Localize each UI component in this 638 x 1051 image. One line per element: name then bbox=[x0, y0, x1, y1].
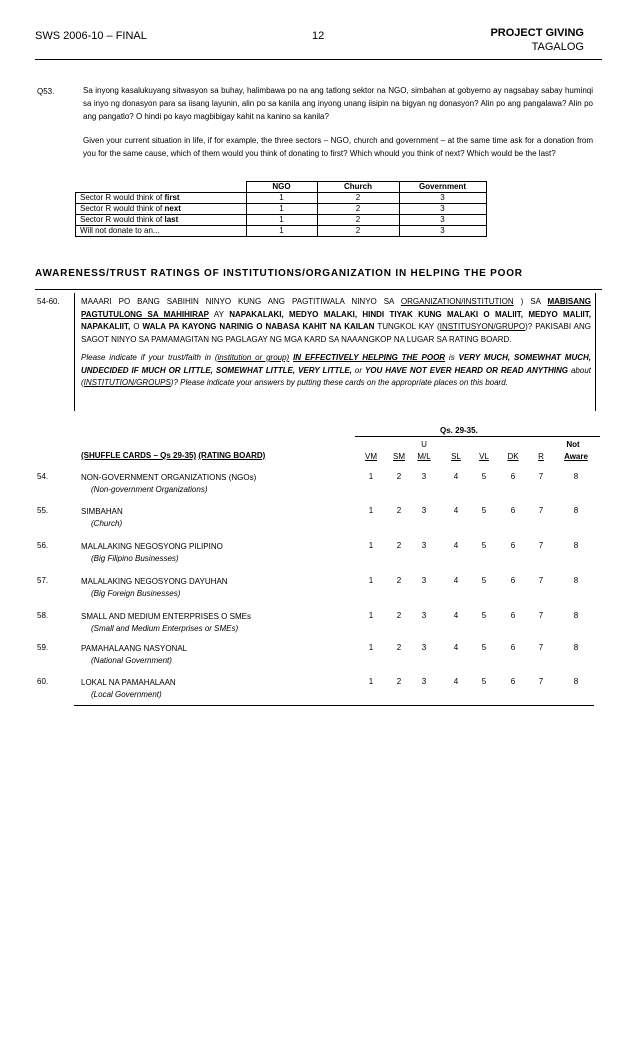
rating-option[interactable]: 6 bbox=[510, 506, 516, 515]
doc-id: SWS 2006-10 – FINAL bbox=[35, 30, 147, 42]
header-divider bbox=[35, 59, 602, 60]
rating-option[interactable]: 2 bbox=[396, 541, 402, 550]
item-label bbox=[81, 677, 176, 701]
item-label bbox=[81, 611, 251, 635]
scale-col-aware: Aware bbox=[564, 452, 588, 461]
item-number: 55. bbox=[37, 506, 49, 515]
rating-option[interactable]: 1 bbox=[368, 677, 374, 686]
rating-option[interactable]: 4 bbox=[453, 541, 459, 550]
rating-option[interactable]: 3 bbox=[421, 677, 427, 686]
shuffle-cards-label: (SHUFFLE CARDS – Qs 29-35) (RATING BOARD) bbox=[81, 451, 266, 460]
rating-option[interactable]: 5 bbox=[481, 576, 487, 585]
rank-row-label: Sector R would think of last bbox=[76, 215, 247, 226]
rating-option[interactable]: 3 bbox=[421, 611, 427, 620]
rank-row bbox=[76, 204, 487, 215]
item-label-english: (Local Government) bbox=[91, 690, 162, 699]
rank-value: 1 bbox=[246, 204, 317, 215]
item-label bbox=[81, 506, 123, 530]
scale-col-r: R bbox=[538, 452, 544, 461]
item-label bbox=[81, 472, 256, 496]
u-label: U bbox=[421, 440, 427, 449]
section-divider bbox=[35, 289, 602, 290]
rating-option[interactable]: 2 bbox=[396, 576, 402, 585]
item-number: 56. bbox=[37, 541, 49, 550]
qs-label: Qs. 29-35. bbox=[440, 426, 478, 435]
rank-value: 1 bbox=[246, 215, 317, 226]
item-label-main: PAMAHALAANG NASYONAL bbox=[81, 644, 188, 653]
project-name: PROJECT GIVING bbox=[490, 27, 584, 39]
instruction-english: Please indicate if your trust/faith in (institution or group) IN EFFECTIVELY HELPING THE POOR is VERY MUCH, SOMEWHAT MUCH, UNDECIDED IF MUCH OR LITTLE, SOMEWHAT LITTLE, VERY LITTLE, or YOU HAVE NOT EVER HEARD OR READ ANYTHING about (INSTITUTION/GROUPS)? Please indicate your answers by putting these cards on the appropriate places on this board. bbox=[81, 353, 591, 387]
rank-row bbox=[76, 193, 487, 204]
rank-row-label: Sector R would think of next bbox=[76, 204, 247, 215]
rating-option[interactable]: 4 bbox=[453, 472, 459, 481]
item-label-english: (Big Filipino Businesses) bbox=[91, 554, 179, 563]
item-label-main: LOKAL NA PAMAHALAAN bbox=[81, 678, 176, 687]
scale-col-dk: DK bbox=[507, 452, 519, 461]
item-label-english: (Non-government Organizations) bbox=[91, 485, 208, 494]
item-number: 57. bbox=[37, 576, 49, 585]
rating-option[interactable]: 5 bbox=[481, 541, 487, 550]
item-number: 54. bbox=[37, 472, 49, 481]
rating-option[interactable]: 3 bbox=[421, 541, 427, 550]
rating-option[interactable]: 7 bbox=[538, 472, 544, 481]
rating-option[interactable]: 3 bbox=[421, 472, 427, 481]
rating-option[interactable]: 5 bbox=[481, 611, 487, 620]
rating-option[interactable]: 5 bbox=[481, 643, 487, 652]
rating-option[interactable]: 4 bbox=[453, 643, 459, 652]
rank-row bbox=[76, 226, 487, 237]
rating-option[interactable]: 8 bbox=[573, 506, 579, 515]
col-ngo: NGO bbox=[246, 182, 317, 193]
item-label-main: SMALL AND MEDIUM ENTERPRISES O SMEs bbox=[81, 612, 251, 621]
rating-option[interactable]: 8 bbox=[573, 576, 579, 585]
col-government: Government bbox=[399, 182, 486, 193]
rating-option[interactable]: 1 bbox=[368, 472, 374, 481]
scale-col-sm: SM bbox=[393, 452, 405, 461]
rank-value: 1 bbox=[246, 193, 317, 204]
rank-row-label: Will not donate to an... bbox=[76, 226, 247, 237]
rating-option[interactable]: 1 bbox=[368, 506, 374, 515]
rank-row-label-emphasis: last bbox=[164, 215, 179, 224]
item-label-main: SIMBAHAN bbox=[81, 507, 123, 516]
rating-option[interactable]: 2 bbox=[396, 643, 402, 652]
rank-value: 3 bbox=[399, 215, 486, 226]
project-title bbox=[490, 26, 584, 54]
rating-option[interactable]: 6 bbox=[510, 643, 516, 652]
question-number: Q53. bbox=[37, 87, 55, 96]
rating-option[interactable]: 7 bbox=[538, 677, 544, 686]
rating-option[interactable]: 4 bbox=[453, 677, 459, 686]
scale-col-vm: VM bbox=[365, 452, 377, 461]
rating-option[interactable]: 8 bbox=[573, 643, 579, 652]
rating-option[interactable]: 6 bbox=[510, 611, 516, 620]
question-range: 54-60. bbox=[37, 297, 60, 306]
question-text-english: Given your current situation in life, if for example, the three sectors – NGO, church and government – at the same time ask for a donation from you for the same cause, which of them would you think of donating to first? Which whould you think of next? Which would be the last? bbox=[83, 136, 593, 158]
instruction-tagalog: MAAARI PO BANG SABIHIN NINYO KUNG ANG PAGTITIWALA NINYO SA ORGANIZATION/INSTITUTION ) SA MABISANG PAGTUTULONG SA MAHIHIRAP AY NAPAKALAKI, MEDYO MALAKI, HINDI TIYAK KUNG MALAKI O MALIIT, MEDYO MALIIT, NAPAKALIIT, O WALA PA KAYONG NARINIG O NABASA KAHIT NA KAILAN TUNGKOL KAY (INSTITUSYON/GRUPO)? PAKISABI ANG SAGOT NINYO SA PAMAMAGITAN NG PAGLAGAY NG MGA KARD SA NAAANGKOP NA LUGAR SA RATING BOARD. bbox=[81, 297, 592, 344]
rating-option[interactable]: 6 bbox=[510, 576, 516, 585]
rank-row bbox=[76, 215, 487, 226]
rating-option[interactable]: 4 bbox=[453, 611, 459, 620]
not-label: Not bbox=[566, 440, 580, 449]
item-label bbox=[81, 576, 228, 600]
rating-option[interactable]: 8 bbox=[573, 611, 579, 620]
item-number: 58. bbox=[37, 611, 49, 620]
rating-option[interactable]: 5 bbox=[481, 677, 487, 686]
rating-option[interactable]: 2 bbox=[396, 506, 402, 515]
scale-col-vl: VL bbox=[479, 452, 489, 461]
rank-table-header bbox=[76, 182, 487, 193]
rank-value: 2 bbox=[317, 193, 399, 204]
page-number: 12 bbox=[312, 30, 325, 42]
rank-value: 1 bbox=[246, 226, 317, 237]
rank-row-label-emphasis: next bbox=[164, 204, 181, 213]
rank-value: 3 bbox=[399, 204, 486, 215]
rating-option[interactable]: 4 bbox=[453, 506, 459, 515]
col-church: Church bbox=[317, 182, 399, 193]
rating-option[interactable]: 2 bbox=[396, 611, 402, 620]
rating-option[interactable]: 1 bbox=[368, 611, 374, 620]
rating-option[interactable]: 6 bbox=[510, 541, 516, 550]
rating-option[interactable]: 8 bbox=[573, 677, 579, 686]
section-title: AWARENESS/TRUST RATINGS OF INSTITUTIONS/ORGANIZATION IN HELPING THE POOR bbox=[35, 268, 523, 279]
rating-option[interactable]: 5 bbox=[481, 506, 487, 515]
qs-divider bbox=[355, 436, 600, 437]
language-label: TAGALOG bbox=[531, 41, 584, 53]
item-label bbox=[81, 643, 187, 667]
rating-option[interactable]: 6 bbox=[510, 677, 516, 686]
item-label-english: (Church) bbox=[91, 519, 123, 528]
item-label-main: MALALAKING NEGOSYONG PILIPINO bbox=[81, 542, 223, 551]
question-text-tagalog: Sa inyong kasalukuyang sitwasyon sa buhay, halimbawa po na ang tatlong sektor na NGO, simbahan at gobyerno ay nagsabay sabay huminqi sa inyo ng donasyon para sa iisang layunin, alin po sa kanila ang inyong unang iisipin na bigyan ng donasyon? Alin po ang pangalawa? Alin po ang pangatlo? O hindi po kayo magbibigay kahit na kanino sa kanila? bbox=[83, 86, 593, 121]
scale-col-m-l: M/L bbox=[417, 452, 431, 461]
rank-table bbox=[75, 181, 487, 237]
item-label-english: (National Government) bbox=[91, 656, 172, 665]
table-bottom-rule bbox=[74, 705, 594, 706]
rating-option[interactable]: 2 bbox=[396, 677, 402, 686]
rating-option[interactable]: 3 bbox=[421, 643, 427, 652]
rank-value: 3 bbox=[399, 193, 486, 204]
rating-option[interactable]: 3 bbox=[421, 576, 427, 585]
rating-option[interactable]: 1 bbox=[368, 576, 374, 585]
item-label-main: MALALAKING NEGOSYONG DAYUHAN bbox=[81, 577, 228, 586]
rank-row-label-emphasis: first bbox=[164, 193, 180, 202]
rank-value: 3 bbox=[399, 226, 486, 237]
rank-value: 2 bbox=[317, 226, 399, 237]
rank-value: 2 bbox=[317, 215, 399, 226]
rating-option[interactable]: 6 bbox=[510, 472, 516, 481]
rating-option[interactable]: 8 bbox=[573, 472, 579, 481]
item-label-english: (Big Foreign Businesses) bbox=[91, 589, 181, 598]
blank-cell bbox=[76, 182, 247, 193]
rating-option[interactable]: 7 bbox=[538, 611, 544, 620]
item-label-main: NON-GOVERNMENT ORGANIZATIONS (NGOs) bbox=[81, 473, 257, 482]
rating-option[interactable]: 7 bbox=[538, 541, 544, 550]
rating-option[interactable]: 3 bbox=[421, 506, 427, 515]
rating-option[interactable]: 8 bbox=[573, 541, 579, 550]
item-label bbox=[81, 541, 223, 565]
rating-option[interactable]: 5 bbox=[481, 472, 487, 481]
rank-value: 2 bbox=[317, 204, 399, 215]
rating-option[interactable]: 1 bbox=[368, 643, 374, 652]
item-label-english: (Small and Medium Enterprises or SMEs) bbox=[91, 624, 239, 633]
instruction-box bbox=[74, 293, 596, 411]
rating-option[interactable]: 7 bbox=[538, 506, 544, 515]
rating-option[interactable]: 7 bbox=[538, 576, 544, 585]
item-number: 59. bbox=[37, 643, 49, 652]
item-number: 60. bbox=[37, 677, 49, 686]
rating-option[interactable]: 1 bbox=[368, 541, 374, 550]
rating-option[interactable]: 2 bbox=[396, 472, 402, 481]
rank-row-label: Sector R would think of first bbox=[76, 193, 247, 204]
rating-option[interactable]: 7 bbox=[538, 643, 544, 652]
scale-col-sl: SL bbox=[451, 452, 461, 461]
rating-option[interactable]: 4 bbox=[453, 576, 459, 585]
